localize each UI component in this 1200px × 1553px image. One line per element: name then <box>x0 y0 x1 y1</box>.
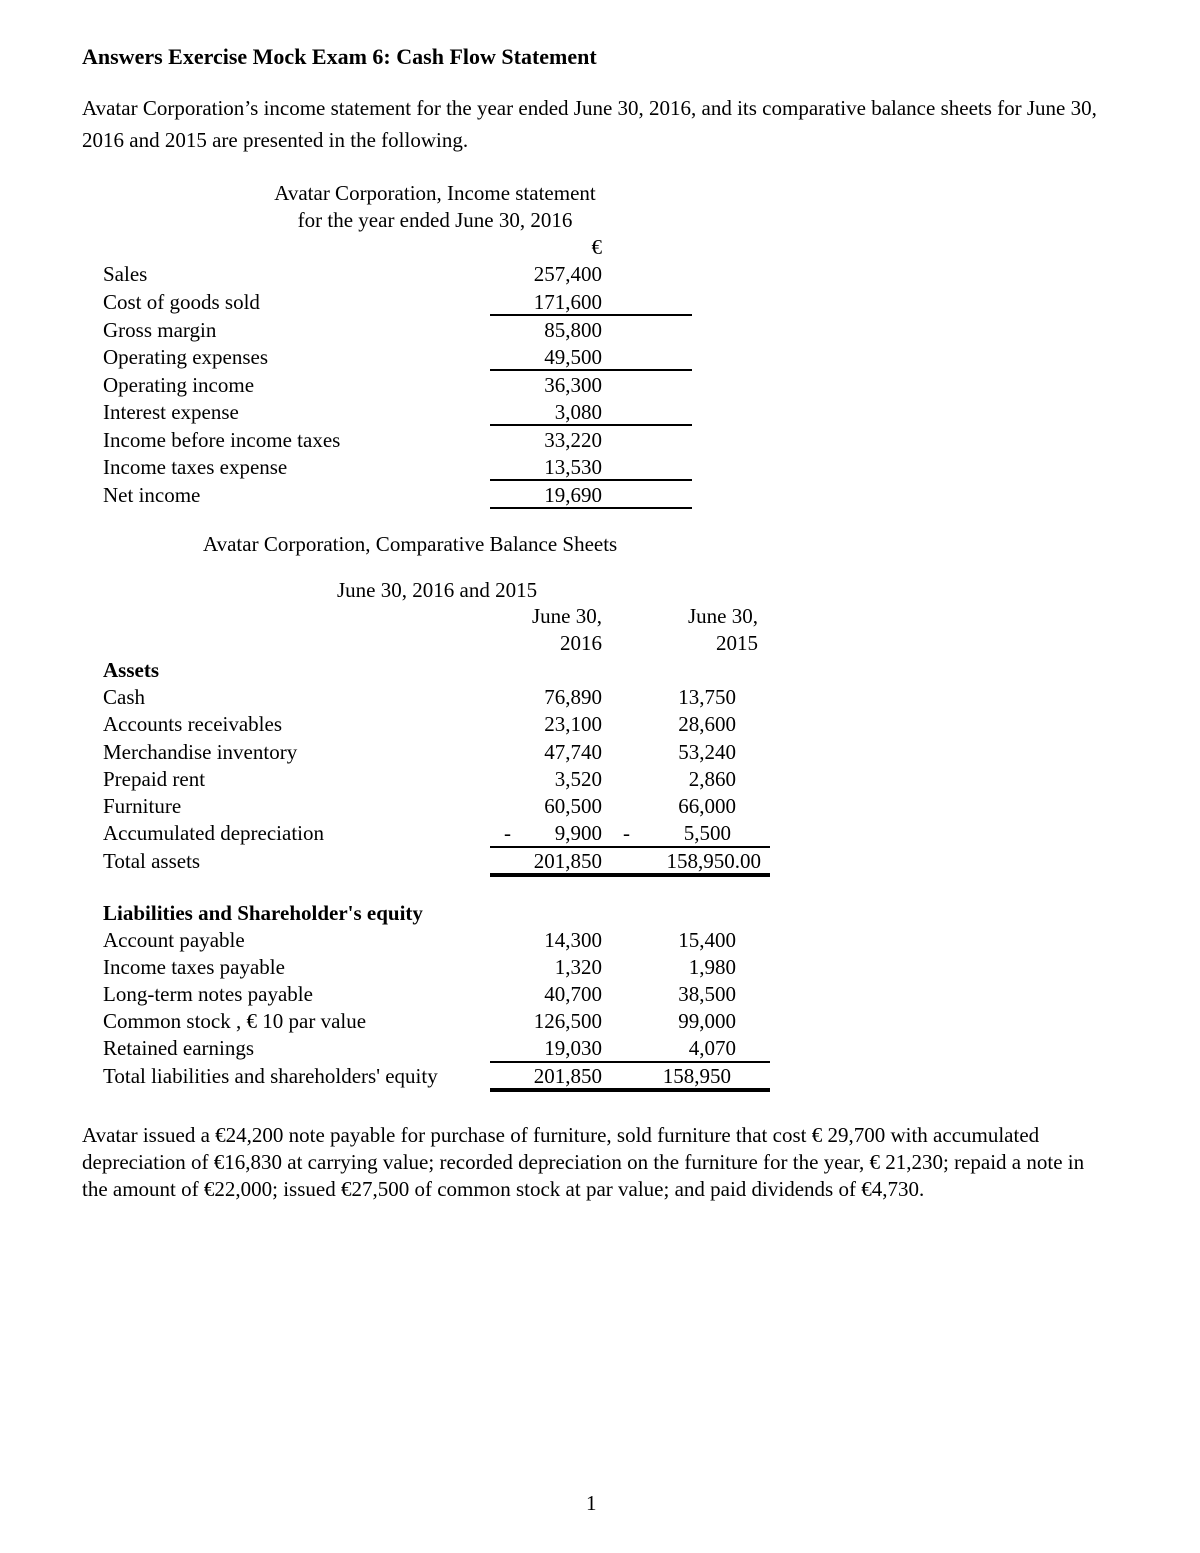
is-label-income-before-taxes: Income before income taxes <box>103 428 341 452</box>
asset-label-inventory: Merchandise inventory <box>103 740 298 764</box>
currency-symbol: € <box>591 235 602 259</box>
col-2015-line1: June 30, <box>688 604 758 628</box>
is-value-sales: 257,400 <box>533 262 602 286</box>
liab-2016-common-stock: 126,500 <box>533 1009 602 1033</box>
asset-2016-prepaid-rent: 3,520 <box>554 767 602 791</box>
asset-label-furniture: Furniture <box>103 794 182 818</box>
asset-2015-accumulated-depreciation: 5,500 <box>683 821 731 845</box>
is-value-operating-income: 36,300 <box>544 373 602 397</box>
liab-label-notes-payable: Long-term notes payable <box>103 982 313 1006</box>
liab-label-retained-earnings: Retained earnings <box>103 1036 255 1060</box>
rule-line <box>490 479 692 481</box>
is-value-income-before-taxes: 33,220 <box>544 428 602 452</box>
is-label-net-income: Net income <box>103 483 201 507</box>
is-label-gross-margin: Gross margin <box>103 318 217 342</box>
balance-sheet-heading: Avatar Corporation, Comparative Balance Sheets <box>203 532 618 556</box>
asset-2016-furniture: 60,500 <box>544 794 602 818</box>
asset-2016-inventory: 47,740 <box>544 740 602 764</box>
liab-label-accounts-payable: Account payable <box>103 928 245 952</box>
is-label-operating-income: Operating income <box>103 373 255 397</box>
page-number: 1 <box>586 1491 597 1515</box>
asset-2015-cash: 13,750 <box>678 685 736 709</box>
asset-label-receivables: Accounts receivables <box>103 712 283 736</box>
liab-2016-total: 201,850 <box>533 1064 602 1088</box>
income-statement-subheading: for the year ended June 30, 2016 <box>297 208 573 232</box>
transactions-paragraph: Avatar issued a €24,200 note payable for purchase of furniture, sold furniture that cost € 29,700 with accumulated depreciation of €16,830 at carrying value; recorded depreciation on the furniture for the year, € 21,230; repaid a note in the amount of €22,000; issued €27,500 of common stock at par value; and paid dividends of €4,730. <box>82 1123 1085 1201</box>
asset-2016-cash: 76,890 <box>544 685 602 709</box>
liab-2015-accounts-payable: 15,400 <box>678 928 736 952</box>
income-statement-heading: Avatar Corporation, Income statement <box>274 181 596 205</box>
minus-sign-2015: - <box>623 821 630 845</box>
liab-label-total: Total liabilities and shareholders' equity <box>103 1064 438 1088</box>
balance-sheet-subheading: June 30, 2016 and 2015 <box>337 578 538 602</box>
asset-2015-inventory: 53,240 <box>678 740 736 764</box>
rule-line <box>490 424 692 426</box>
asset-2015-total: 158,950.00 <box>666 849 761 873</box>
is-label-interest-expense: Interest expense <box>103 400 239 424</box>
is-label-sales: Sales <box>103 262 148 286</box>
is-value-cogs: 171,600 <box>533 290 602 314</box>
is-value-net-income: 19,690 <box>544 483 602 507</box>
liab-2016-retained-earnings: 19,030 <box>544 1036 602 1060</box>
rule-line <box>490 314 692 316</box>
double-rule-line <box>490 873 770 877</box>
asset-2016-total: 201,850 <box>533 849 602 873</box>
is-value-interest-expense: 3,080 <box>554 400 602 424</box>
liab-2016-notes-payable: 40,700 <box>544 982 602 1006</box>
rule-line <box>490 369 692 371</box>
asset-2016-accumulated-depreciation: 9,900 <box>554 821 602 845</box>
is-label-income-taxes-expense: Income taxes expense <box>103 455 288 479</box>
asset-2015-furniture: 66,000 <box>678 794 736 818</box>
liab-2016-income-taxes-payable: 1,320 <box>554 955 602 979</box>
is-label-operating-expenses: Operating expenses <box>103 345 269 369</box>
liab-label-income-taxes-payable: Income taxes payable <box>103 955 285 979</box>
col-2016-line1: June 30, <box>532 604 602 628</box>
liabilities-heading: Liabilities and Shareholder's equity <box>103 901 423 925</box>
liab-2015-retained-earnings: 4,070 <box>688 1036 736 1060</box>
asset-2016-receivables: 23,100 <box>544 712 602 736</box>
is-value-income-taxes-expense: 13,530 <box>544 455 602 479</box>
is-value-operating-expenses: 49,500 <box>544 345 602 369</box>
asset-2015-receivables: 28,600 <box>678 712 736 736</box>
minus-sign-2016: - <box>504 821 511 845</box>
rule-line <box>490 846 770 848</box>
asset-label-prepaid-rent: Prepaid rent <box>103 767 206 791</box>
asset-2015-prepaid-rent: 2,860 <box>688 767 736 791</box>
page-title: Answers Exercise Mock Exam 6: Cash Flow Statement <box>82 44 597 69</box>
liab-2015-total: 158,950 <box>662 1064 731 1088</box>
double-rule-line <box>490 1088 770 1092</box>
col-2016-line2: 2016 <box>560 631 602 655</box>
liab-2015-income-taxes-payable: 1,980 <box>688 955 736 979</box>
rule-line <box>490 1061 770 1063</box>
col-2015-line2: 2015 <box>716 631 758 655</box>
liab-2015-notes-payable: 38,500 <box>678 982 736 1006</box>
liab-2016-accounts-payable: 14,300 <box>544 928 602 952</box>
asset-label-cash: Cash <box>103 685 145 709</box>
assets-heading: Assets <box>103 658 159 682</box>
rule-line <box>490 507 692 509</box>
is-label-cogs: Cost of goods sold <box>103 290 260 314</box>
intro-paragraph: Avatar Corporation’s income statement for the year ended June 30, 2016, and its comparative balance sheets for June 30, 2016 and 2015 are presented in the following. <box>82 96 1097 152</box>
liab-label-common-stock: Common stock , € 10 par value <box>103 1009 367 1033</box>
asset-label-total: Total assets <box>103 849 201 873</box>
is-value-gross-margin: 85,800 <box>544 318 602 342</box>
liab-2015-common-stock: 99,000 <box>678 1009 736 1033</box>
asset-label-accumulated-depreciation: Accumulated depreciation <box>103 821 324 845</box>
